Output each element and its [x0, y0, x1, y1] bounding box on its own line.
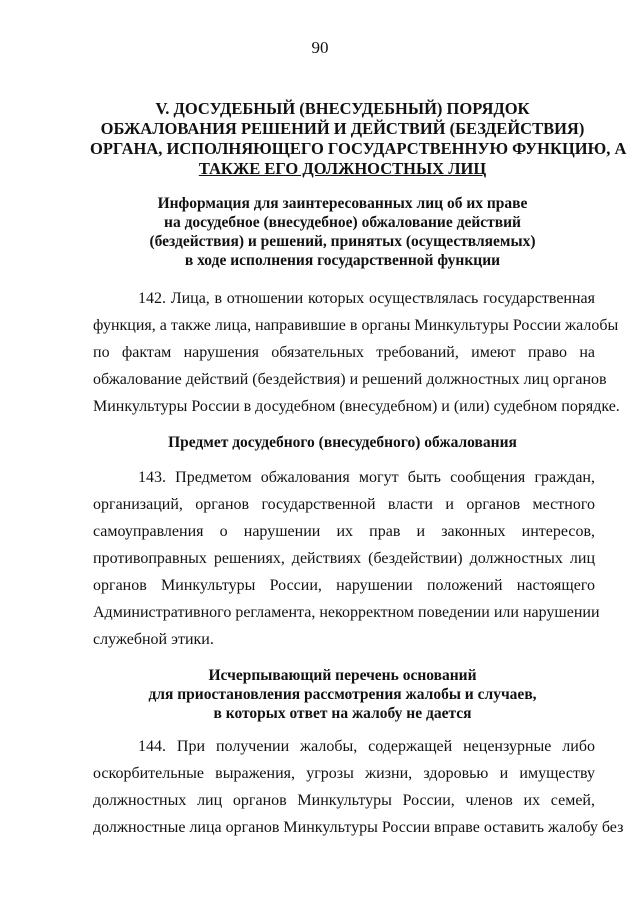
heading-line: Исчерпывающий перечень оснований — [208, 667, 477, 684]
section-heading-grounds-for-suspension — [90, 666, 595, 723]
heading-line: в которых ответ на жалобу не дается — [213, 705, 472, 722]
section-heading-subject-of-appeal — [90, 433, 595, 452]
paragraph-line: 142. Лица, в отношении которых осуществлялась государственная — [138, 290, 595, 307]
paragraph-line: должностных лиц органов Минкультуры России, членов их семей, — [93, 792, 595, 809]
section-heading-right-to-appeal — [90, 194, 595, 270]
paragraph-line: 144. При получении жалобы, содержащей нецензурные либо — [138, 738, 595, 755]
chapter-title-line: V. ДОСУДЕБНЫЙ (ВНЕСУДЕБНЫЙ) ПОРЯДОК — [155, 99, 530, 118]
chapter-title-line: ТАКЖЕ ЕГО ДОЛЖНОСТНЫХ ЛИЦ — [198, 159, 487, 178]
paragraph-line: служебной этики. — [93, 631, 214, 648]
heading-line: для приостановления рассмотрения жалобы и случаев, — [148, 686, 537, 703]
paragraph-line: органов Минкультуры России, нарушении положений настоящего — [93, 577, 595, 594]
heading-line: на досудебное (внесудебное) обжалование действий — [164, 214, 521, 231]
heading-line: (бездействия) и решений, принятых (осуществляемых) — [149, 233, 536, 250]
paragraph-line: Административного регламента, некорректном поведении или нарушении — [93, 604, 600, 621]
chapter-title — [90, 99, 627, 179]
heading-line: Предмет досудебного (внесудебного) обжалования — [168, 434, 517, 451]
paragraph-144 — [93, 733, 624, 841]
paragraph-line: по фактам нарушения обязательных требований, имеют право на — [93, 344, 595, 361]
paragraph-line: функция, а также лица, направившие в органы Минкультуры России жалобы — [93, 317, 619, 334]
paragraph-143 — [93, 464, 600, 653]
paragraph-line: оскорбительные выражения, угрозы жизни, здоровью и имуществу — [93, 765, 595, 782]
chapter-title-line: ОРГАНА, ИСПОЛНЯЮЩЕГО ГОСУДАРСТВЕННУЮ ФУНКЦИЮ, А — [90, 139, 627, 158]
paragraph-line: организаций, органов государственной власти и органов местного — [93, 496, 595, 513]
heading-line: в ходе исполнения государственной функции — [184, 252, 501, 269]
paragraph-line: обжалование действий (бездействия) и решений должностных лиц органов — [93, 371, 607, 388]
page-number: 90 — [311, 38, 329, 57]
paragraph-142 — [93, 285, 620, 420]
paragraph-line: 143. Предметом обжалования могут быть сообщения граждан, — [138, 469, 595, 486]
paragraph-line: противоправных решениях, действиях (бездействии) должностных лиц — [93, 550, 595, 567]
paragraph-line: должностные лица органов Минкультуры России вправе оставить жалобу без — [93, 819, 624, 836]
paragraph-line: самоуправления о нарушении их прав и законных интересов, — [93, 523, 595, 540]
chapter-title-line: ОБЖАЛОВАНИЯ РЕШЕНИЙ И ДЕЙСТВИЙ (БЕЗДЕЙСТВИЯ) — [100, 119, 585, 138]
heading-line: Информация для заинтересованных лиц об их праве — [157, 195, 528, 212]
paragraph-line: Минкультуры России в досудебном (внесудебном) и (или) судебном порядке. — [93, 398, 620, 415]
